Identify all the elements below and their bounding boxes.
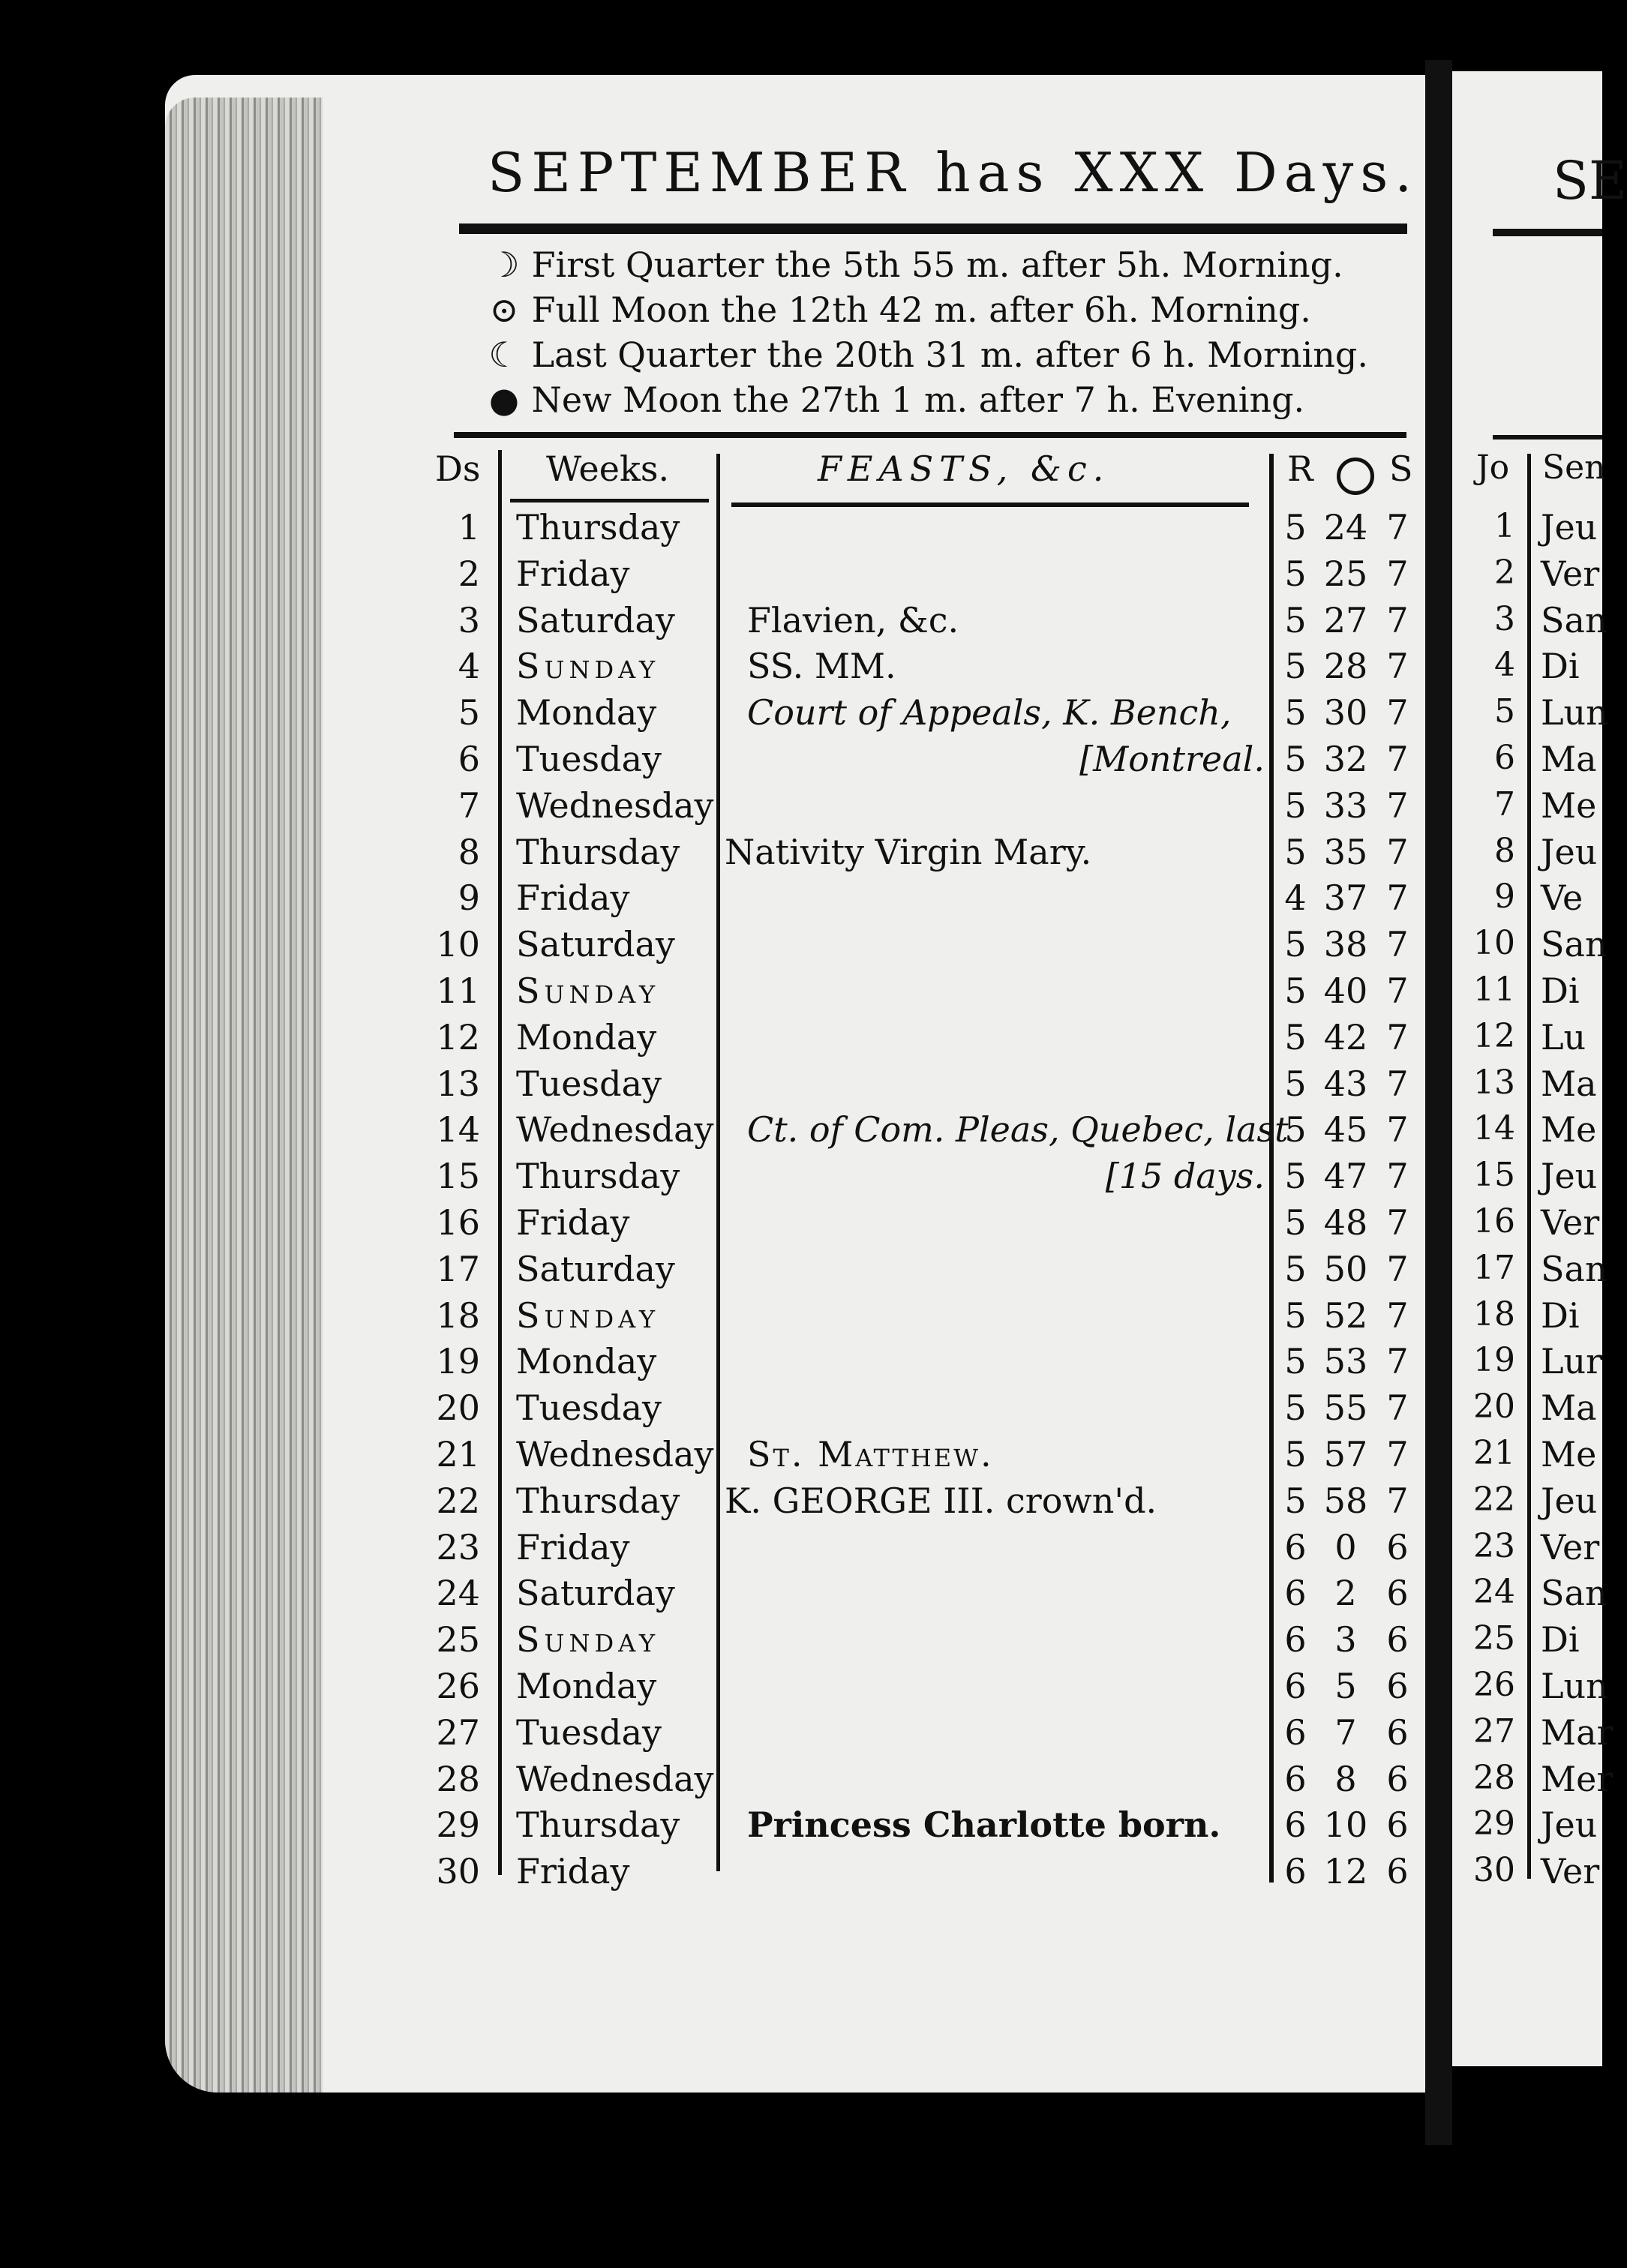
page-title: SEPTEMBER has XXX Days. — [488, 141, 1419, 204]
sun-minutes: 33 — [1323, 784, 1368, 826]
right-page-day-number: 13 — [1473, 1063, 1515, 1102]
weekday-name: Thursday — [516, 1804, 680, 1846]
sun-sets-hour: 6 — [1386, 1573, 1409, 1614]
right-page-weekday-fragment: Ver — [1541, 1851, 1600, 1892]
sun-sets-hour: 7 — [1386, 599, 1409, 640]
weekday-name: Tuesday — [516, 739, 662, 779]
right-page-day-number: 2 — [1494, 553, 1515, 592]
weekday-name: Thursday — [516, 507, 680, 548]
weekday-name: Monday — [516, 1016, 657, 1058]
sun-minutes: 35 — [1323, 831, 1368, 872]
sun-sets-hour: 6 — [1386, 1526, 1409, 1568]
right-page-weekday-fragment: Lun — [1541, 692, 1608, 734]
right-page-day-number: 6 — [1494, 739, 1515, 777]
day-number: 5 — [458, 692, 480, 734]
feast-entry: Court of Appeals, K. Bench, — [747, 692, 1232, 734]
sun-sets-hour: 7 — [1386, 970, 1409, 1011]
column-divider-sun — [1269, 454, 1274, 1882]
sun-sets-hour: 7 — [1386, 1202, 1409, 1243]
sun-minutes: 53 — [1323, 1341, 1368, 1382]
book-gutter — [1425, 60, 1452, 2145]
right-page-title-fragment: SE — [1553, 150, 1627, 212]
sun-rises-hour: 5 — [1284, 692, 1307, 734]
column-divider-days — [498, 450, 502, 1875]
sun-rises-hour: 5 — [1284, 553, 1307, 594]
weekday-name: Tuesday — [516, 1388, 662, 1429]
day-number: 18 — [436, 1294, 480, 1336]
right-page-day-number: 12 — [1473, 1016, 1515, 1055]
right-page-weekday-fragment: Ve — [1541, 878, 1583, 919]
sun-rises-hour: 5 — [1284, 1341, 1307, 1382]
sun-minutes: 0 — [1334, 1526, 1357, 1568]
right-page-day-number: 26 — [1473, 1666, 1515, 1704]
weekday-name: Monday — [516, 1341, 657, 1382]
sun-minutes: 8 — [1334, 1758, 1357, 1799]
day-number: 26 — [436, 1666, 480, 1706]
feast-entry: Nativity Virgin Mary. — [725, 831, 1092, 872]
sun-sets-hour: 7 — [1386, 507, 1409, 548]
sun-sets-hour: 6 — [1386, 1851, 1409, 1892]
weekday-name: Wednesday — [516, 784, 714, 826]
full-moon-icon: ⊙ — [489, 290, 519, 330]
sun-minutes: 38 — [1323, 924, 1368, 965]
sun-minutes: 2 — [1334, 1573, 1357, 1614]
right-page-weekday-fragment: Jeu — [1541, 1480, 1598, 1521]
right-page-weekday-fragment: Lu — [1541, 1016, 1586, 1058]
day-number: 6 — [458, 739, 480, 779]
right-page-weekday-fragment: Mer — [1541, 1758, 1613, 1799]
day-number: 4 — [458, 646, 480, 687]
right-page-day-number: 20 — [1473, 1388, 1515, 1426]
right-page-day-number: 3 — [1494, 599, 1515, 638]
weekday-name: Thursday — [516, 1480, 680, 1521]
day-number: 30 — [436, 1851, 480, 1892]
sun-rises-hour: 5 — [1284, 1016, 1307, 1058]
sun-minutes: 24 — [1323, 507, 1368, 548]
right-page-header-weeks: Sen — [1542, 448, 1606, 487]
day-number: 20 — [436, 1388, 480, 1429]
right-page-weekday-fragment: Jeu — [1541, 1156, 1598, 1197]
sun-minutes: 43 — [1323, 1063, 1368, 1104]
day-number: 14 — [436, 1109, 480, 1150]
right-page-day-number: 7 — [1494, 784, 1515, 824]
weekday-name: Wednesday — [516, 1434, 714, 1474]
right-page-day-number: 21 — [1473, 1434, 1515, 1472]
sun-rises-hour: 5 — [1284, 646, 1307, 687]
right-page-moon-rule — [1493, 435, 1602, 440]
weekday-name: Thursday — [516, 1156, 680, 1197]
day-number: 28 — [436, 1758, 480, 1799]
right-page-day-number: 1 — [1494, 507, 1515, 545]
day-number: 9 — [458, 878, 480, 919]
weekday-name: Monday — [516, 1666, 657, 1706]
weekday-name: Friday — [516, 1526, 630, 1568]
right-page-day-number: 5 — [1494, 692, 1515, 731]
sun-sets-hour: 7 — [1386, 1434, 1409, 1474]
sun-rises-hour: 5 — [1284, 739, 1307, 779]
right-page-weekday-fragment: San — [1541, 1573, 1607, 1614]
moon-phase-text: Full Moon the 12th 42 m. after 6h. Morning. — [521, 290, 1311, 330]
sun-sets-hour: 7 — [1386, 924, 1409, 965]
right-page-weekday-fragment: San — [1541, 599, 1607, 640]
sun-rises-hour: 5 — [1284, 1109, 1307, 1150]
feast-entry: Ct. of Com. Pleas, Quebec, last — [747, 1109, 1289, 1150]
weekday-name: Saturday — [516, 1248, 675, 1289]
moon-phase-row — [488, 334, 1368, 375]
weekday-name: Tuesday — [516, 1712, 662, 1753]
sun-minutes: 32 — [1323, 739, 1368, 779]
sun-sets-hour: 7 — [1386, 1294, 1409, 1336]
weekday-name: Sunday — [516, 1619, 660, 1660]
moon-phase-row — [488, 380, 1304, 420]
right-page-weekday-fragment: Jeu — [1541, 831, 1598, 872]
sun-rises-hour: 5 — [1284, 1388, 1307, 1429]
header-feasts: FEASTS, &c. — [818, 448, 1110, 489]
sun-sets-hour: 6 — [1386, 1712, 1409, 1753]
header-underline-weeks — [510, 499, 709, 502]
sun-minutes: 12 — [1323, 1851, 1368, 1892]
right-page-weekday-fragment: Ma — [1541, 1063, 1597, 1104]
sun-minutes: 58 — [1323, 1480, 1368, 1521]
sun-minutes: 57 — [1323, 1434, 1368, 1474]
header-days: Ds — [435, 448, 481, 489]
header-sun-sets: S — [1389, 448, 1413, 489]
sun-sets-hour: 7 — [1386, 692, 1409, 734]
feast-entry: K. GEORGE III. crown'd. — [725, 1480, 1157, 1521]
right-page-day-number: 8 — [1494, 831, 1515, 870]
sun-minutes: 48 — [1323, 1202, 1368, 1243]
sun-sets-hour: 6 — [1386, 1619, 1409, 1660]
weekday-name: Wednesday — [516, 1109, 714, 1150]
feast-entry: St. Matthew. — [747, 1434, 994, 1474]
sun-rises-hour: 6 — [1284, 1619, 1307, 1660]
right-page-day-number: 14 — [1473, 1109, 1515, 1148]
day-number: 1 — [458, 507, 480, 548]
moon-phases-rule — [454, 432, 1406, 438]
weekday-name: Sunday — [516, 646, 660, 687]
new-moon-icon: ● — [488, 380, 520, 420]
right-page-day-number: 11 — [1473, 970, 1515, 1009]
sun-symbol-icon — [1337, 453, 1374, 495]
right-page-title-rule — [1493, 229, 1602, 236]
right-page-header-days: Jo — [1476, 448, 1510, 487]
title-rule — [459, 224, 1407, 234]
header-sun-rises: R — [1287, 448, 1313, 489]
right-page-day-number: 18 — [1473, 1294, 1515, 1334]
moon-phase-row — [488, 244, 1343, 285]
sun-minutes: 3 — [1334, 1619, 1357, 1660]
right-page-day-number: 29 — [1473, 1804, 1515, 1844]
sun-sets-hour: 7 — [1386, 1480, 1409, 1521]
right-page-weekday-fragment: Ma — [1541, 1388, 1597, 1429]
right-page-weekday-fragment: San — [1541, 1248, 1607, 1289]
right-page-weekday-fragment: Ver — [1541, 553, 1600, 594]
right-page-day-number: 28 — [1473, 1758, 1515, 1797]
column-divider-weeks — [716, 454, 720, 1871]
sun-sets-hour: 7 — [1386, 1248, 1409, 1289]
right-page-weekday-fragment: Di — [1541, 970, 1580, 1011]
right-page-weekday-fragment: Mar — [1541, 1712, 1613, 1753]
right-page-day-number: 22 — [1473, 1480, 1515, 1519]
weekday-name: Friday — [516, 878, 630, 919]
day-number: 23 — [436, 1526, 480, 1568]
sun-rises-hour: 6 — [1284, 1666, 1307, 1706]
sun-rises-hour: 5 — [1284, 970, 1307, 1011]
weekday-name: Saturday — [516, 1573, 675, 1614]
right-page-day-number: 24 — [1473, 1573, 1515, 1612]
last-quarter-moon-icon: ☾ — [488, 334, 520, 375]
moon-phase-text: First Quarter the 5th 55 m. after 5h. Morning. — [521, 244, 1343, 285]
right-page-column-divider — [1527, 454, 1531, 1879]
right-page-weekday-fragment: Ma — [1541, 739, 1597, 779]
sun-rises-hour: 5 — [1284, 1063, 1307, 1104]
right-page-weekday-fragment: Ver — [1541, 1202, 1600, 1243]
day-number: 21 — [436, 1434, 480, 1474]
weekday-name: Tuesday — [516, 1063, 662, 1104]
right-page-weekday-fragment: San — [1541, 924, 1607, 965]
weekday-name: Thursday — [516, 831, 680, 872]
sun-rises-hour: 5 — [1284, 1480, 1307, 1521]
sun-rises-hour: 5 — [1284, 507, 1307, 548]
sun-sets-hour: 7 — [1386, 1388, 1409, 1429]
weekday-name: Friday — [516, 1851, 630, 1892]
moon-phase-text: New Moon the 27th 1 m. after 7 h. Evening. — [521, 380, 1305, 420]
sun-minutes: 37 — [1323, 878, 1368, 919]
sun-minutes: 27 — [1323, 599, 1368, 640]
right-page-day-number: 15 — [1473, 1156, 1515, 1195]
day-number: 12 — [436, 1016, 480, 1058]
sun-sets-hour: 7 — [1386, 1341, 1409, 1382]
weekday-name: Sunday — [516, 1294, 660, 1336]
sun-rises-hour: 5 — [1284, 1248, 1307, 1289]
sun-minutes: 7 — [1334, 1712, 1357, 1753]
right-page-weekday-fragment: Me — [1541, 1109, 1597, 1150]
day-number: 19 — [436, 1341, 480, 1382]
sun-minutes: 47 — [1323, 1156, 1368, 1197]
day-number: 8 — [458, 831, 480, 872]
moon-phase-row — [488, 290, 1311, 330]
sun-sets-hour: 7 — [1386, 646, 1409, 687]
right-page-day-number: 25 — [1473, 1619, 1515, 1658]
sun-sets-hour: 7 — [1386, 784, 1409, 826]
sun-rises-hour: 5 — [1284, 784, 1307, 826]
sun-rises-hour: 5 — [1284, 1202, 1307, 1243]
day-number: 11 — [436, 970, 480, 1011]
right-page-weekday-fragment: Ver — [1541, 1526, 1600, 1568]
day-number: 16 — [436, 1202, 480, 1243]
weekday-name: Sunday — [516, 970, 660, 1011]
day-number: 13 — [436, 1063, 480, 1104]
sun-minutes: 50 — [1323, 1248, 1368, 1289]
right-page-weekday-fragment: Di — [1541, 646, 1580, 687]
weekday-name: Wednesday — [516, 1758, 714, 1799]
day-number: 17 — [436, 1248, 480, 1289]
right-page-day-number: 17 — [1473, 1248, 1515, 1287]
sun-sets-hour: 7 — [1386, 553, 1409, 594]
sun-sets-hour: 7 — [1386, 739, 1409, 779]
feast-entry: [15 days. — [1105, 1156, 1265, 1197]
right-page-weekday-fragment: Di — [1541, 1294, 1580, 1336]
sun-sets-hour: 6 — [1386, 1666, 1409, 1706]
moon-phase-text: Last Quarter the 20th 31 m. after 6 h. Morning. — [521, 334, 1368, 375]
sun-minutes: 10 — [1323, 1804, 1368, 1846]
day-number: 15 — [436, 1156, 480, 1197]
page-stack-edge — [165, 98, 323, 2092]
right-page-day-number: 9 — [1494, 878, 1515, 916]
right-page-weekday-fragment: Di — [1541, 1619, 1580, 1660]
right-page-weekday-fragment: Jeu — [1541, 1804, 1598, 1846]
day-number: 22 — [436, 1480, 480, 1521]
weekday-name: Friday — [516, 1202, 630, 1243]
sun-sets-hour: 7 — [1386, 1016, 1409, 1058]
sun-minutes: 5 — [1334, 1666, 1357, 1706]
day-number: 25 — [436, 1619, 480, 1660]
sun-sets-hour: 7 — [1386, 878, 1409, 919]
sun-rises-hour: 6 — [1284, 1573, 1307, 1614]
day-number: 29 — [436, 1804, 480, 1846]
sun-sets-hour: 7 — [1386, 1109, 1409, 1150]
sun-sets-hour: 7 — [1386, 1063, 1409, 1104]
sun-rises-hour: 6 — [1284, 1804, 1307, 1846]
sun-minutes: 30 — [1323, 692, 1368, 734]
weekday-name: Monday — [516, 692, 657, 734]
sun-rises-hour: 5 — [1284, 831, 1307, 872]
sun-rises-hour: 6 — [1284, 1712, 1307, 1753]
weekday-name: Saturday — [516, 599, 675, 640]
weekday-name: Friday — [516, 553, 630, 594]
sun-rises-hour: 5 — [1284, 599, 1307, 640]
sun-rises-hour: 5 — [1284, 1156, 1307, 1197]
sun-sets-hour: 7 — [1386, 831, 1409, 872]
day-number: 2 — [458, 553, 480, 594]
sun-minutes: 52 — [1323, 1294, 1368, 1336]
sun-sets-hour: 6 — [1386, 1758, 1409, 1799]
right-page-day-number: 30 — [1473, 1851, 1515, 1890]
feast-entry: SS. MM. — [747, 646, 896, 687]
sun-rises-hour: 4 — [1284, 878, 1307, 919]
right-page-weekday-fragment: Me — [1541, 1434, 1597, 1474]
almanac-left-page — [165, 75, 1433, 2092]
sun-rises-hour: 6 — [1284, 1758, 1307, 1799]
sun-minutes: 28 — [1323, 646, 1368, 687]
right-page-day-number: 27 — [1473, 1712, 1515, 1750]
sun-rises-hour: 6 — [1284, 1851, 1307, 1892]
header-underline-feasts — [731, 502, 1249, 507]
sun-minutes: 45 — [1323, 1109, 1368, 1150]
right-page-day-number: 4 — [1494, 646, 1515, 685]
right-page-day-number: 19 — [1473, 1341, 1515, 1380]
sun-minutes: 40 — [1323, 970, 1368, 1011]
header-weeks: Weeks. — [546, 448, 670, 489]
first-quarter-moon-icon: ☽ — [488, 244, 520, 285]
sun-minutes: 42 — [1323, 1016, 1368, 1058]
feast-entry: Flavien, &c. — [747, 599, 959, 640]
day-number: 3 — [458, 599, 480, 640]
sun-sets-hour: 7 — [1386, 1156, 1409, 1197]
right-page-day-number: 10 — [1473, 924, 1515, 963]
sun-rises-hour: 5 — [1284, 924, 1307, 965]
sun-rises-hour: 5 — [1284, 1434, 1307, 1474]
right-page-day-number: 23 — [1473, 1526, 1515, 1565]
day-number: 27 — [436, 1712, 480, 1753]
day-number: 10 — [436, 924, 480, 965]
right-page-day-number: 16 — [1473, 1202, 1515, 1240]
sun-rises-hour: 5 — [1284, 1294, 1307, 1336]
right-page-weekday-fragment: Me — [1541, 784, 1597, 826]
sun-sets-hour: 6 — [1386, 1804, 1409, 1846]
right-page-weekday-fragment: Lun — [1541, 1666, 1608, 1706]
day-number: 7 — [458, 784, 480, 826]
feast-entry: Princess Charlotte born. — [747, 1804, 1221, 1846]
right-page-weekday-fragment: Lur — [1541, 1341, 1603, 1382]
weekday-name: Saturday — [516, 924, 675, 965]
sun-minutes: 25 — [1323, 553, 1368, 594]
right-page-weekday-fragment: Jeu — [1541, 507, 1598, 548]
feast-entry: [Montreal. — [1079, 739, 1265, 779]
day-number: 24 — [436, 1573, 480, 1614]
sun-rises-hour: 6 — [1284, 1526, 1307, 1568]
sun-minutes: 55 — [1323, 1388, 1368, 1429]
